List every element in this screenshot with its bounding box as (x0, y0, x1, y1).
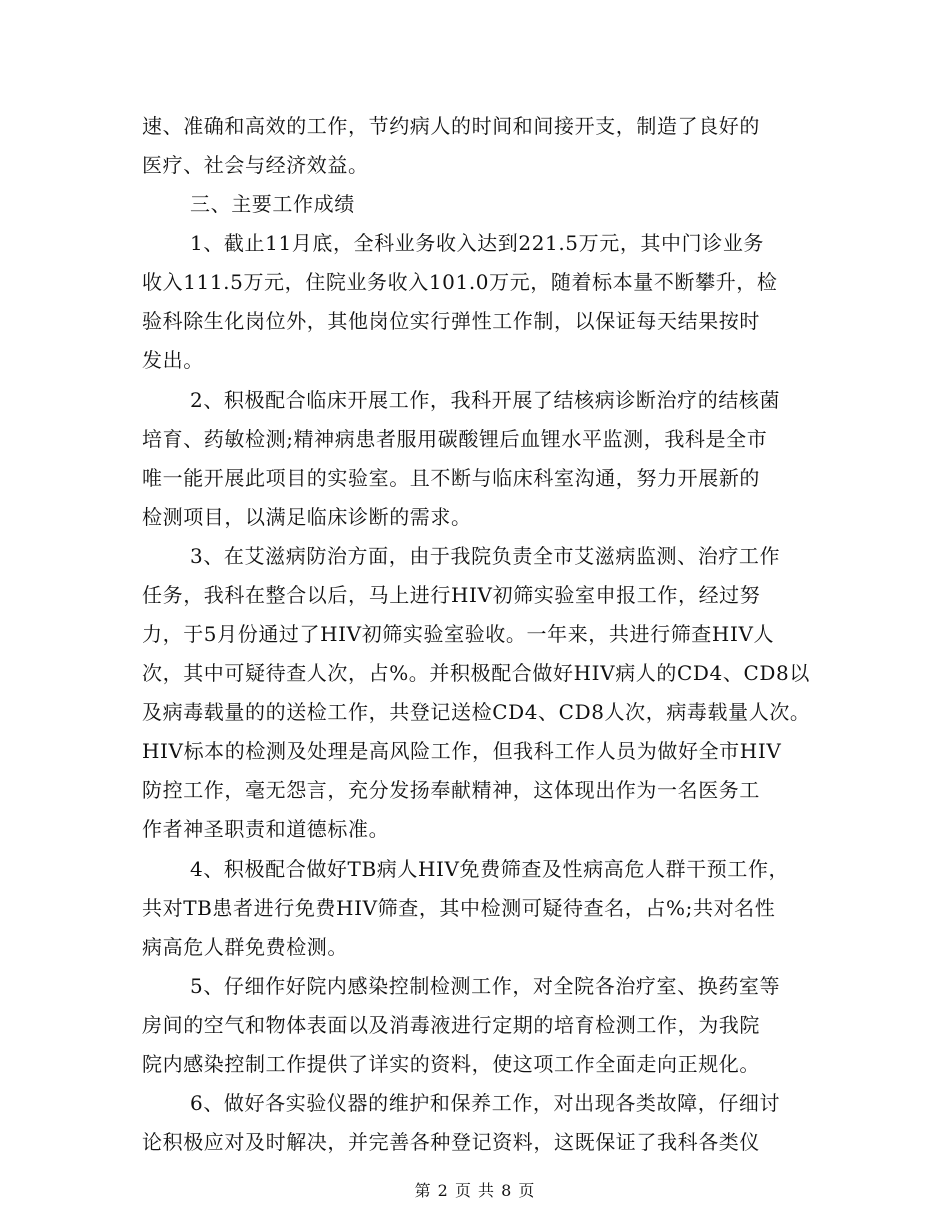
paragraph-start-line: 1、截止11月底，全科业务收入达到221.5万元，其中门诊业务 (190, 231, 765, 255)
paragraph-start-line: 2、积极配合临床开展工作，我科开展了结核病诊断治疗的结核菌 (190, 388, 781, 412)
body-text-line: 次，其中可疑待查人次，占%。并积极配合做好HIV病人的CD4、CD8以 (142, 661, 810, 685)
body-text-line: 病高危人群免费检测。 (142, 935, 348, 959)
page-number-footer: 第 2 页 共 8 页 (414, 1181, 536, 1200)
body-text-line: 力，于5月份通过了HIV初筛实验室验收。一年来，共进行筛查HIV人 (142, 622, 775, 646)
paragraph-start-line: 5、仔细作好院内感染控制检测工作，对全院各治疗室、换药室等 (190, 974, 781, 998)
body-text-line: 及病毒载量的的送检工作，共登记送检CD4、CD8人次，病毒载量人次。 (142, 700, 811, 724)
body-text-line: 检测项目，以满足临床诊断的需求。 (142, 505, 472, 529)
body-text-line: 医疗、社会与经济效益。 (142, 153, 369, 177)
body-text-line: 发出。 (142, 348, 204, 372)
body-text-line: 作者神圣职责和道德标准。 (142, 817, 390, 841)
body-text-line: 论积极应对及时解决，并完善各种登记资料，这既保证了我科各类仪 (142, 1130, 760, 1154)
body-text-line: 任务，我科在整合以后，马上进行HIV初筛实验室申报工作，经过努 (142, 583, 761, 607)
body-text-line: 防控工作，毫无怨言，充分发扬奉献精神，这体现出作为一名医务工 (142, 778, 760, 802)
paragraph-start-line: 4、积极配合做好TB病人HIV免费筛查及性病高危人群干预工作， (190, 857, 790, 881)
body-text-line: 房间的空气和物体表面以及消毒液进行定期的培育检测工作，为我院 (142, 1013, 760, 1037)
body-text-line: 培育、药敏检测;精神病患者服用碳酸锂后血锂水平监测，我科是全市 (142, 427, 768, 451)
paragraph-start-line: 3、在艾滋病防治方面，由于我院负责全市艾滋病监测、治疗工作 (190, 544, 781, 568)
body-text-line: 速、准确和高效的工作，节约病人的时间和间接开支，制造了良好的 (142, 114, 760, 138)
body-text-line: 共对TB患者进行免费HIV筛查，其中检测可疑待查名，占%;共对名性 (142, 896, 776, 920)
paragraph-start-line: 6、做好各实验仪器的维护和保养工作，对出现各类故障，仔细讨 (190, 1091, 781, 1115)
body-text-line: 院内感染控制工作提供了详实的资料，使这项工作全面走向正规化。 (142, 1052, 760, 1076)
body-text-line: 唯一能开展此项目的实验室。且不断与临床科室沟通，努力开展新的 (142, 466, 760, 490)
body-text-line: 验科除生化岗位外，其他岗位实行弹性工作制，以保证每天结果按时 (142, 309, 760, 333)
body-text-line: HIV标本的检测及处理是高风险工作，但我科工作人员为做好全市HIV (142, 739, 782, 763)
section-heading: 三、主要工作成绩 (190, 192, 355, 216)
body-text-line: 收入111.5万元，住院业务收入101.0万元，随着标本量不断攀升，检 (142, 270, 778, 294)
